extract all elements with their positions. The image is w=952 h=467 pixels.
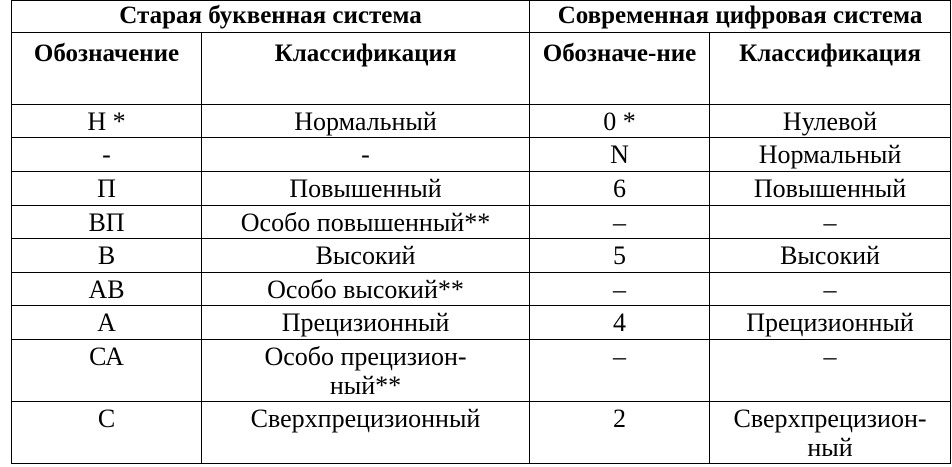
new-class-cell: Повышенный (710, 171, 951, 205)
old-class-cell: Особо высокий** (202, 272, 530, 306)
old-class-cell: Особо прецизион-ный** (202, 339, 530, 401)
header-row-systems (12, 1, 951, 33)
old-class-cell: Прецизионный (202, 306, 530, 340)
new-code-cell: 6 (530, 171, 710, 205)
table-row (12, 401, 951, 463)
header-classification-old: Классификация (202, 32, 530, 104)
new-class-cell: – (710, 205, 951, 239)
new-class-cell: Нулевой (710, 104, 951, 138)
old-class-cell: Нормальный (202, 104, 530, 138)
new-code-cell: 0 * (530, 104, 710, 138)
new-code-cell: – (530, 339, 710, 401)
header-row-columns (12, 32, 951, 104)
new-code-cell: – (530, 272, 710, 306)
old-code-cell: П (12, 171, 202, 205)
new-class-cell: Нормальный (710, 138, 951, 172)
new-class-cell: Высокий (710, 239, 951, 273)
table-row (12, 339, 951, 401)
new-code-cell: 4 (530, 306, 710, 340)
table-row (12, 272, 951, 306)
old-class-cell: Повышенный (202, 171, 530, 205)
table-row (12, 138, 951, 172)
old-code-cell: АВ (12, 272, 202, 306)
old-class-cell: Сверхпрецизионный (202, 401, 530, 463)
table-row (12, 239, 951, 273)
new-class-cell: – (710, 272, 951, 306)
classification-table-wrapper (11, 0, 950, 464)
new-class-cell: – (710, 339, 951, 401)
old-code-cell: А (12, 306, 202, 340)
new-code-cell: 2 (530, 401, 710, 463)
new-code-cell: N (530, 138, 710, 172)
old-class-cell: - (202, 138, 530, 172)
table-row (12, 205, 951, 239)
old-class-cell: Высокий (202, 239, 530, 273)
old-code-cell: Н * (12, 104, 202, 138)
table-row (12, 306, 951, 340)
accuracy-class-table (11, 0, 951, 464)
old-class-cell: Особо повышенный** (202, 205, 530, 239)
header-old-system: Старая буквенная система (12, 1, 530, 33)
header-classification-new: Классификация (710, 32, 951, 104)
old-code-cell: ВП (12, 205, 202, 239)
header-designation-old: Обозначение (12, 32, 202, 104)
new-class-cell: Сверхпрецизион-ный (710, 401, 951, 463)
new-code-cell: 5 (530, 239, 710, 273)
header-new-system: Современная цифровая система (530, 1, 951, 33)
new-code-cell: – (530, 205, 710, 239)
old-code-cell: С (12, 401, 202, 463)
old-code-cell: В (12, 239, 202, 273)
old-code-cell: - (12, 138, 202, 172)
old-code-cell: СА (12, 339, 202, 401)
new-class-cell: Прецизионный (710, 306, 951, 340)
table-row (12, 171, 951, 205)
header-designation-new: Обозначе-ние (530, 32, 710, 104)
table-row (12, 104, 951, 138)
